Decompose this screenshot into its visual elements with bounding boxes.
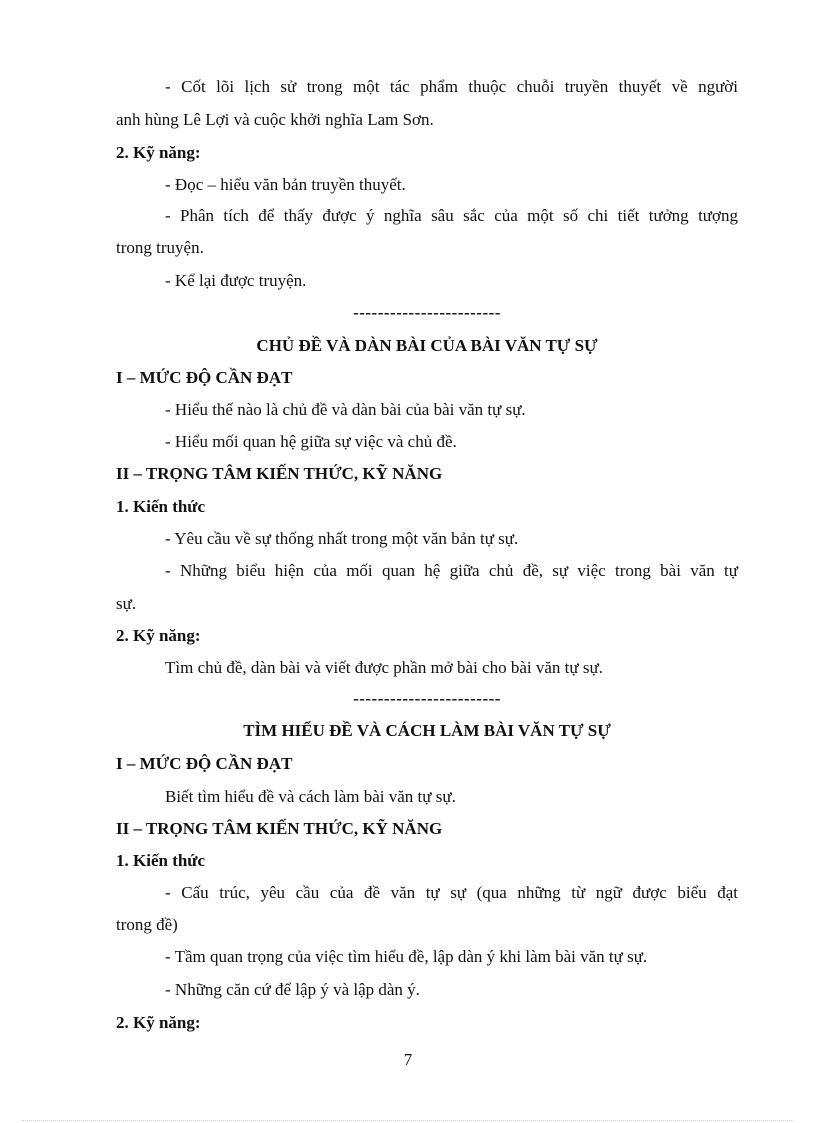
text-line: - Cốt lõi lịch sử trong một tác phẩm thuộc chuỗi truyền thuyết về người xyxy=(165,77,738,96)
bullet-item: - Kể lại được truyện. xyxy=(165,271,307,290)
section-heading: I – MỨC ĐỘ CẦN ĐẠT xyxy=(116,754,293,773)
section-heading: II – TRỌNG TÂM KIẾN THỨC, KỸ NĂNG xyxy=(116,464,443,483)
subsection-heading: 2. Kỹ năng: xyxy=(116,1013,201,1032)
bullet-item: - Hiểu mối quan hệ giữa sự việc và chủ đề. xyxy=(165,432,457,451)
text-line: trong truyện. xyxy=(116,238,204,257)
section-heading: I – MỨC ĐỘ CẦN ĐẠT xyxy=(116,368,293,387)
bullet-item: - Yêu cầu về sự thống nhất trong một văn bản tự sự. xyxy=(165,529,519,548)
separator: ------------------------ xyxy=(353,303,501,322)
bullet-item: - Những biểu hiện của mối quan hệ giữa chủ đề, sự việc trong bài văn tự xyxy=(165,561,738,580)
subsection-heading: 2. Kỹ năng: xyxy=(116,626,201,645)
text-line: Biết tìm hiểu đề và cách làm bài văn tự sự. xyxy=(165,787,456,806)
section-heading: 2. Kỹ năng: xyxy=(116,143,201,162)
chapter-title: CHỦ ĐỀ VÀ DÀN BÀI CỦA BÀI VĂN TỰ SỰ xyxy=(256,336,598,355)
bullet-item: - Cấu trúc, yêu cầu của đề văn tự sự (qua những từ ngữ được biểu đạt xyxy=(165,883,738,902)
bullet-item: - Đọc – hiểu văn bản truyền thuyết. xyxy=(165,175,406,194)
section-heading: II – TRỌNG TÂM KIẾN THỨC, KỸ NĂNG xyxy=(116,819,443,838)
bullet-item: - Hiểu thế nào là chủ đề và dàn bài của bài văn tự sự. xyxy=(165,400,526,419)
text-line: sự. xyxy=(116,594,137,613)
page-number: 7 xyxy=(403,1050,413,1069)
text-line: Tìm chủ đề, dàn bài và viết được phần mở bài cho bài văn tự sự. xyxy=(165,658,603,677)
separator: ------------------------ xyxy=(353,689,501,708)
bullet-item: - Tầm quan trọng của việc tìm hiểu đề, lập dàn ý khi làm bài văn tự sự. xyxy=(165,947,648,966)
subsection-heading: 1. Kiến thức xyxy=(116,851,206,870)
chapter-title: TÌM HIỂU ĐỀ VÀ CÁCH LÀM BÀI VĂN TỰ SỰ xyxy=(243,721,611,740)
text-line: trong đề) xyxy=(116,915,178,934)
bullet-item: - Những căn cứ để lập ý và lập dàn ý. xyxy=(165,980,420,999)
subsection-heading: 1. Kiến thức xyxy=(116,497,206,516)
bullet-item: - Phân tích để thấy được ý nghĩa sâu sắc của một số chi tiết tưởng tượng xyxy=(165,206,738,225)
text-line: anh hùng Lê Lợi và cuộc khởi nghĩa Lam Sơn. xyxy=(116,110,434,129)
page-bottom-rule xyxy=(22,1120,794,1121)
